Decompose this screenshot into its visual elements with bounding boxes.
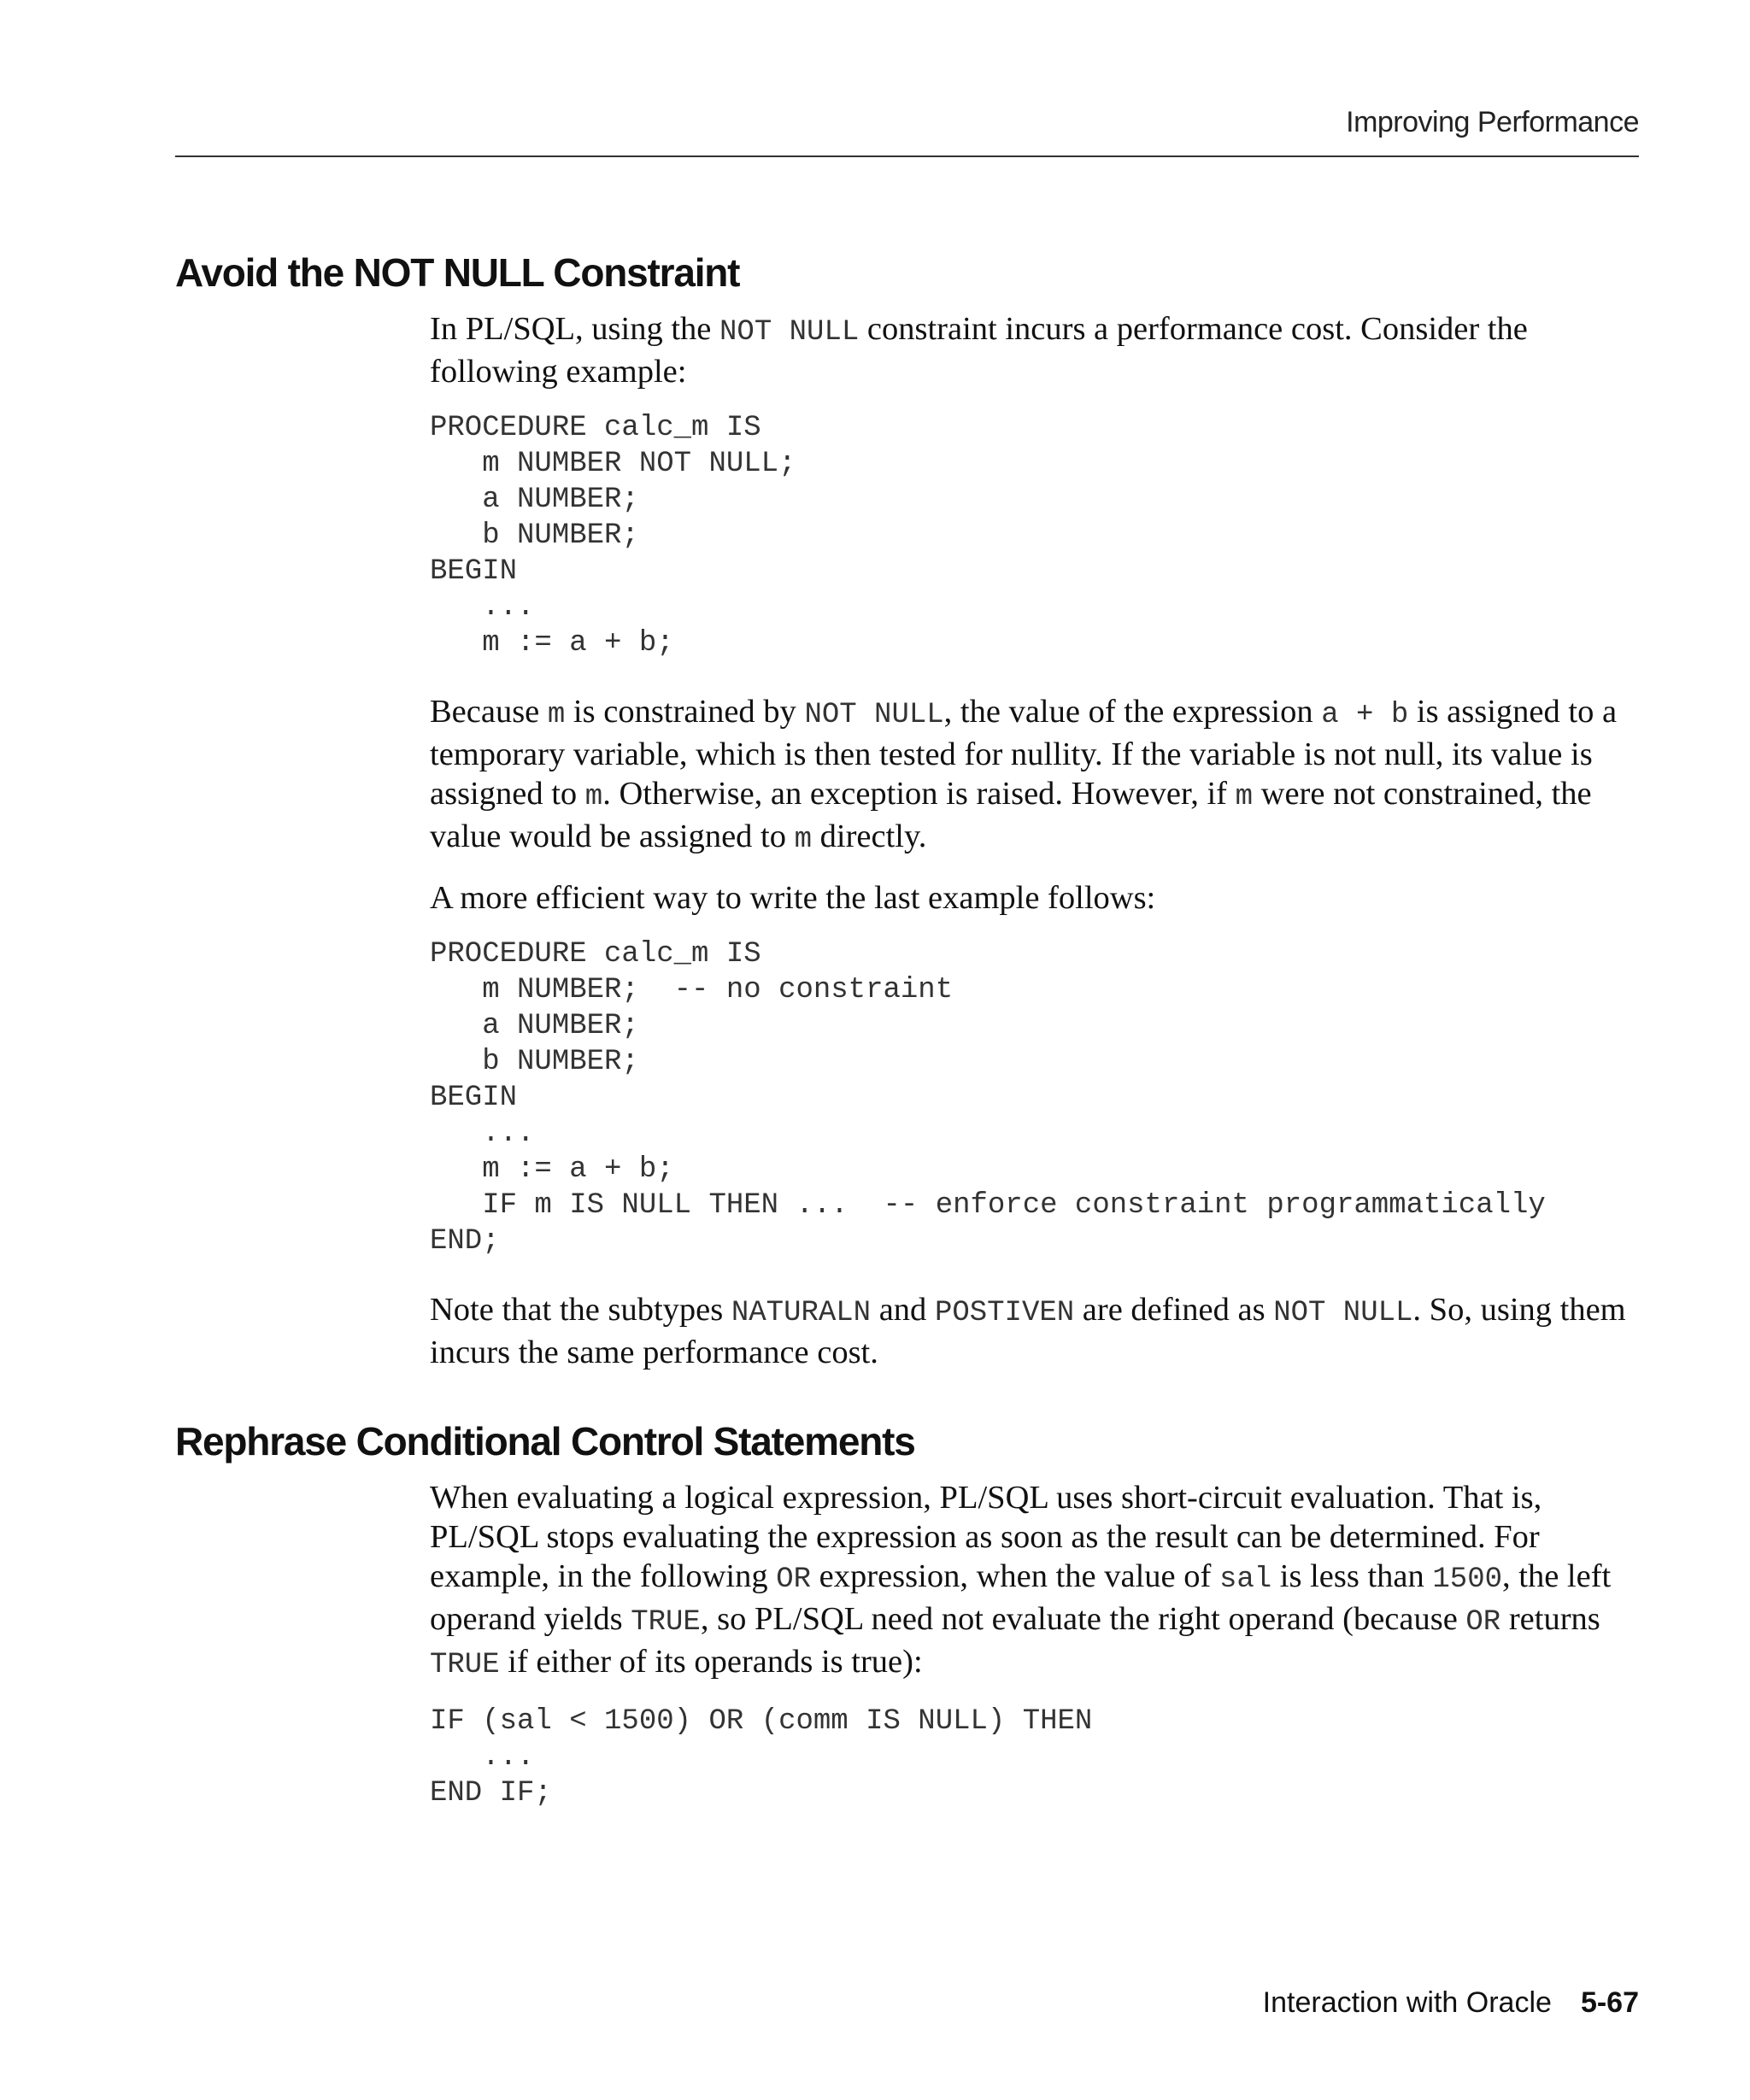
running-header: Improving Performance [1346, 106, 1639, 138]
paragraph-subtypes-note: Note that the subtypes NATURALN and POSTIVEN are defined as NOT NULL. So, using them incurs the same performance cost. [430, 1292, 1626, 1370]
inline-code: 1500 [1432, 1563, 1503, 1596]
section-heading-not-null: Avoid the NOT NULL Constraint [175, 250, 740, 295]
inline-code: sal [1219, 1563, 1272, 1596]
code-example-or-condition: IF (sal < 1500) OR (comm IS NULL) THEN ... END IF; [430, 1705, 1093, 1810]
section-body-not-null [430, 309, 1643, 1372]
header-rule [175, 155, 1639, 157]
inline-code: NOT NULL [719, 316, 860, 349]
inline-code: NATURALN [731, 1297, 872, 1329]
inline-code: OR [1465, 1606, 1501, 1639]
paragraph-explanation: Because m is constrained by NOT NULL, the value of the expression a + b is assigned to a temporary variable, which is then tested for nullity. If the variable is not null, its value is assigned to m. Otherwise, an exception is raised. However, if m were not constrained, the value would be assigned to m directly. [430, 694, 1618, 856]
paragraph-short-circuit: When evaluating a logical expression, PL/SQL uses short-circuit evaluation. That is, PL/SQL stops evaluating the expression as soon as the result can be determined. For example, in the following OR expression, when the value of sal is less than 1500, the left operand yields TRUE, so PL/SQL need not evaluate the right operand (because OR returns TRUE if either of its operands is true): [430, 1480, 1612, 1681]
inline-code: NOT NULL [1273, 1297, 1413, 1329]
inline-code: OR [776, 1563, 812, 1596]
code-example-constrained: PROCEDURE calc_m IS m NUMBER NOT NULL; a NUMBER; b NUMBER; BEGIN ... m := a + b; [430, 412, 796, 660]
code-example-unconstrained: PROCEDURE calc_m IS m NUMBER; -- no constraint a NUMBER; b NUMBER; BEGIN ... m := a + b; IF m IS NULL THEN ... -- enforce constraint programmatically END; [430, 938, 1546, 1258]
inline-code: m [794, 824, 813, 856]
inline-code: m [1235, 781, 1254, 813]
inline-code: TRUE [631, 1606, 701, 1639]
inline-code: m [547, 699, 566, 731]
section-body-conditional [430, 1478, 1643, 1811]
inline-code: m [584, 781, 603, 813]
inline-code: POSTIVEN [934, 1297, 1075, 1329]
section-heading-conditional: Rephrase Conditional Control Statements [175, 1419, 915, 1464]
page-number: 5-67 [1580, 1986, 1639, 2019]
paragraph-efficient-way: A more efficient way to write the last example follows: [430, 880, 1156, 916]
inline-code: TRUE [430, 1649, 500, 1681]
paragraph-intro: In PL/SQL, using the NOT NULL constraint incurs a performance cost. Consider the following example: [430, 311, 1528, 390]
chapter-title: Interaction with Oracle [1262, 1986, 1552, 2019]
inline-code: a + b [1321, 699, 1409, 731]
running-footer [1263, 1986, 1639, 2020]
inline-code: NOT NULL [804, 699, 944, 731]
